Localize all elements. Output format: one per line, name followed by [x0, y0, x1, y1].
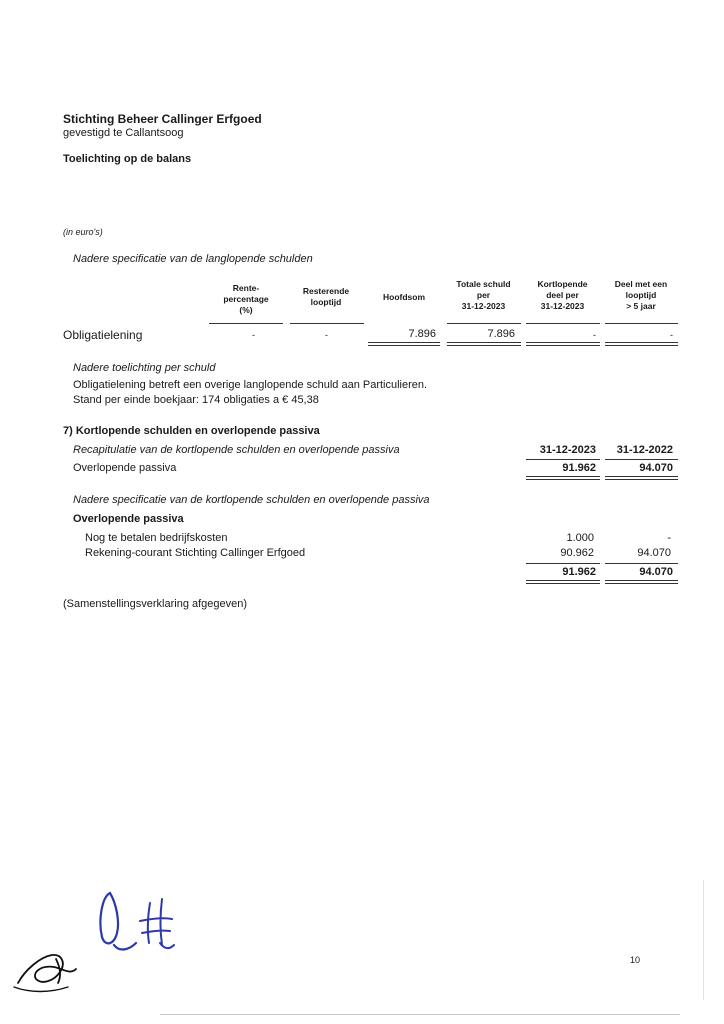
recap-label: Recapitulatie van de kortlopende schulden en overlopende passiva	[73, 444, 400, 456]
table-row-label: Obligatielening	[63, 328, 143, 342]
table-cell: -	[252, 330, 255, 340]
organization-name: Stichting Beheer Callinger Erfgoed	[63, 112, 262, 126]
list-item-value: -	[667, 532, 671, 544]
spec-title: Nadere specificatie van de kortlopende schulden en overlopende passiva	[73, 494, 430, 506]
column-header-text: Resterende looptijd	[302, 286, 350, 307]
scan-edge	[703, 880, 704, 1000]
table-cell: -	[670, 330, 673, 340]
column-header-text: Deel met een looptijd > 5 jaar	[614, 279, 668, 311]
column-header-text: Totale schuld per 31-12-2023	[456, 279, 511, 311]
sub-heading: Overlopende passiva	[73, 513, 184, 525]
column-header	[604, 279, 678, 312]
signature-initials	[10, 875, 180, 1000]
explanation-line: Obligatielening betreft een overige langlopende schuld aan Particulieren.	[73, 379, 428, 391]
column-header	[368, 292, 440, 303]
explanation-line: Stand per einde boekjaar: 174 obligaties a € 45,38	[73, 394, 319, 406]
column-header-text: Hoofdsom	[382, 292, 426, 302]
section-title: Toelichting op de balans	[63, 153, 192, 165]
unit-note: (in euro's)	[63, 227, 103, 237]
table-cell: 94.070	[639, 462, 673, 474]
table-cell: -	[593, 330, 596, 340]
list-item-value: 1.000	[566, 532, 594, 544]
list-item-label: Rekening-courant Stichting Callinger Erfgoed	[85, 547, 306, 559]
table-cell: 91.962	[562, 462, 596, 474]
list-item-label: Nog te betalen bedrijfskosten	[85, 532, 228, 544]
organization-location: gevestigd te Callantsoog	[63, 127, 184, 139]
column-header	[288, 286, 364, 308]
list-item-value: 94.070	[637, 547, 671, 559]
table-row-label: Overlopende passiva	[73, 462, 177, 474]
footer-note: (Samenstellingsverklaring afgegeven)	[63, 598, 248, 610]
column-header-2022: 31-12-2022	[616, 444, 673, 456]
page-number: 10	[630, 955, 641, 965]
column-header	[525, 279, 600, 312]
column-header-text: Kortlopende deel per 31-12-2023	[537, 279, 588, 311]
total-value: 91.962	[562, 566, 596, 578]
explanation-title: Nadere toelichting per schuld	[73, 362, 216, 374]
table-cell: -	[325, 330, 328, 340]
scan-bottom-edge	[160, 1014, 680, 1015]
total-value: 94.070	[639, 566, 673, 578]
table-cell: 7.896	[408, 328, 436, 340]
long-term-debt-title: Nadere specificatie van de langlopende schulden	[73, 253, 313, 265]
column-header-2023: 31-12-2023	[539, 444, 596, 456]
column-header	[446, 279, 521, 312]
column-header	[207, 283, 285, 316]
list-item-value: 90.962	[560, 547, 594, 559]
table-cell: 7.896	[487, 328, 515, 340]
short-term-heading: 7) Kortlopende schulden en overlopende passiva	[63, 425, 320, 437]
column-header-text: Rente- percentage (%)	[223, 283, 269, 315]
